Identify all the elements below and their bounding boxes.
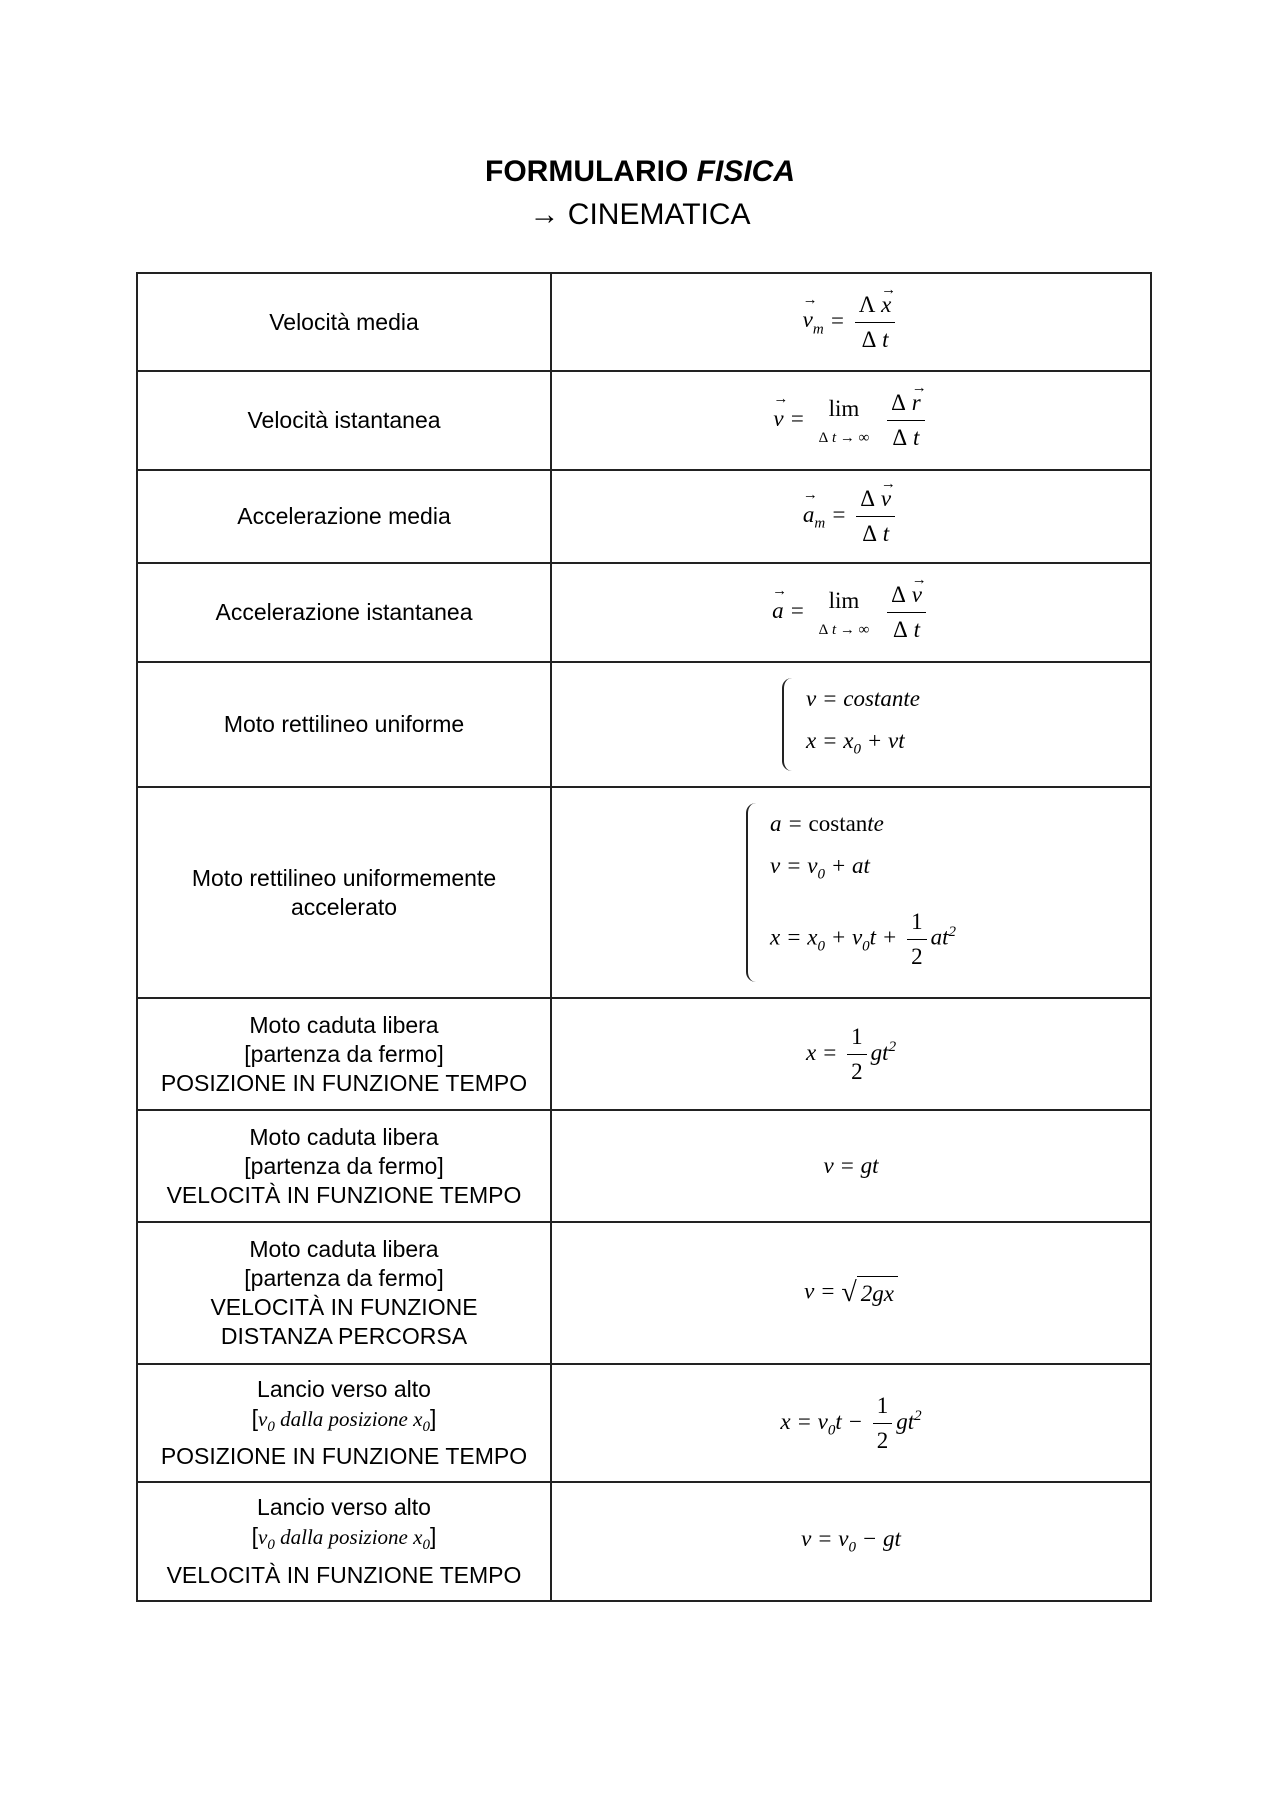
row-label [137,1482,551,1601]
row-label: Accelerazione media [137,470,551,563]
table-row [137,1482,1151,1601]
formula-instant-acceleration: → a = lim Δ t → ∞ $\frac{\Delta \to v}{\text{Δ t}}$ [551,563,1151,662]
label-line: POSIZIONE IN FUNZIONE TEMPO [160,1069,528,1096]
label-line: Lancio verso alto [257,1494,431,1521]
row-label: Velocità media [137,273,551,371]
page-title [0,154,1280,190]
row-label [137,1364,551,1482]
table-row [137,787,1151,998]
title-italic: FISICA [696,155,795,188]
label-inline-text: dalla posizione [280,1525,408,1550]
formula-average-acceleration: → $a_m$ = $\frac{\Delta \to v}{\text{Δ t}}$ [551,470,1151,563]
label-line: [$v_0$ dalla posizione $x_0$] [251,1523,437,1554]
table-row [137,1222,1151,1364]
label-line: Moto rettilineo uniformemente [191,864,497,891]
table-row [137,273,1151,371]
row-label [137,1110,551,1222]
formula-upward-throw-velocity: $v = v_0$ − gt [551,1482,1151,1601]
label-line: Moto caduta libera [249,1123,439,1150]
label-inline-text: dalla posizione [280,1406,408,1431]
row-label [137,787,551,998]
label-line: VELOCITÀ IN FUNZIONE TEMPO [166,1181,522,1208]
table-row [137,470,1151,563]
label-line: [partenza da fermo] [244,1152,444,1179]
formula-uniform-motion: v = costante $x = x_0$ + vt [551,662,1151,787]
row-label [137,998,551,1110]
formula-average-velocity: → $v_m$ = $\frac{\Lambda \to x}{\text{Δ t}}$ [551,273,1151,371]
row-label: Accelerazione istantanea [137,563,551,662]
label-line: VELOCITÀ IN FUNZIONE TEMPO [166,1561,522,1588]
formula-table [136,272,1152,1602]
row-label [137,1222,551,1364]
table-row [137,1110,1151,1222]
row-label: Velocità istantanea [137,371,551,470]
table-row [137,998,1151,1110]
formula-free-fall-velocity: v = gt [551,1110,1151,1222]
label-line: [$v_0$ dalla posizione $x_0$] [251,1404,437,1436]
label-line: Moto caduta libera [249,1011,439,1038]
label-line: Lancio verso alto [257,1375,431,1402]
row-label: Moto rettilineo uniforme [137,662,551,787]
label-line: [partenza da fermo] [244,1265,444,1291]
formula-instant-velocity: → v = lim Δ t → ∞ $\frac{\Delta \to r}{\text{Δ t}}$ [551,371,1151,470]
formula-free-fall-velocity-distance: v = √ 2gx [551,1222,1151,1364]
formula-free-fall-position: x = $\frac{1}{2}$ $gt^2$ [551,998,1151,1110]
formula-accelerated-motion: a = costante $v = v_0$ + at $x = x_0 + v_0t$ + $\frac{1}{2}$ $at^2$ [551,787,1151,998]
label-line: accelerato [290,893,398,920]
label-line: POSIZIONE IN FUNZIONE TEMPO [160,1443,528,1470]
label-line: DISTANZA PERCORSA [220,1323,468,1349]
label-line: VELOCITÀ IN FUNZIONE [210,1294,478,1320]
table-row [137,662,1151,787]
page-subtitle: → CINEMATICA [529,198,751,231]
label-line: Moto caduta libera [249,1236,439,1262]
table-row [137,1364,1151,1482]
formula-upward-throw-position: $x = v_0t$ − $\frac{1}{2}$ $gt^2$ [551,1364,1151,1482]
label-line: [partenza da fermo] [244,1040,444,1067]
table-row [137,563,1151,662]
table-row [137,371,1151,470]
title-main: FORMULARIO [485,155,689,188]
